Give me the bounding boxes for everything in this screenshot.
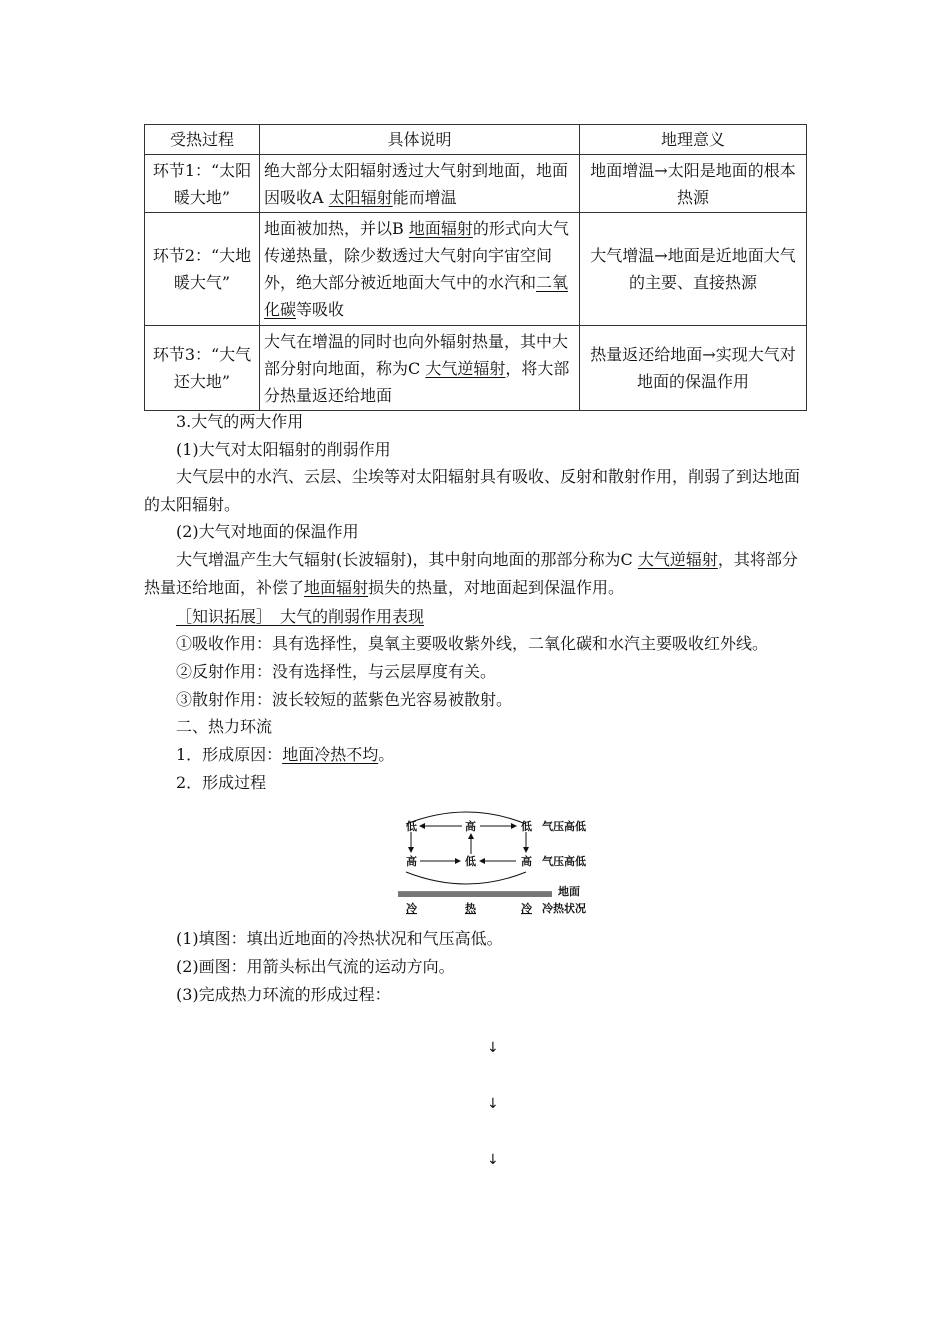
cause-line: [176, 741, 856, 768]
answer-underlined: 大气逆辐射: [637, 550, 718, 569]
section-two-title: 二、热力环流: [176, 717, 273, 736]
down-arrow-icon: ↓: [487, 1040, 499, 1056]
surface-hot-center: 热: [465, 902, 476, 915]
answer-underlined: 太阳辐射: [328, 187, 393, 207]
text-span: 地面被加热，并以B: [264, 219, 409, 238]
upper-low-right: 低: [521, 820, 532, 833]
surface-cold-right: 冷: [521, 902, 532, 915]
upper-high-center: 高: [465, 820, 476, 833]
lower-low-center: 低: [465, 855, 476, 868]
text-span: 1．形成原因：: [176, 745, 283, 764]
text-span: 大气增温产生大气辐射(长波辐射)，其中射向地面的那部分称为C: [176, 550, 638, 569]
table-row: [145, 213, 807, 326]
table-row: [145, 326, 807, 411]
meaning-cell: 大气增温→地面是近地面大气的主要、直接热源: [580, 213, 807, 326]
text-span: 能而增温: [392, 187, 457, 207]
answer-underlined: 二氧化碳: [264, 273, 569, 319]
heating-process-table: [144, 124, 807, 411]
lower-arc: [406, 872, 526, 884]
ground-label: 地面: [558, 885, 580, 898]
task-item: (3)完成热力环流的形成过程：: [176, 985, 391, 1004]
text-span: 等吸收: [296, 300, 345, 319]
description-cell: [260, 155, 580, 213]
extension-item: ②反射作用：没有选择性，与云层厚度有关。: [176, 662, 497, 681]
ground-hatching: [398, 892, 552, 897]
down-arrow-icon: ↓: [487, 1096, 499, 1112]
surface-cold-left: 冷: [406, 902, 417, 915]
description-cell: [260, 213, 580, 326]
extension-item: ③散射作用：波长较短的蓝紫色光容易被散射。: [176, 690, 513, 709]
answer-underlined: 地面冷热不均: [282, 745, 379, 764]
section3-sub2: (2)大气对地面的保温作用: [176, 522, 359, 541]
process-cell: 环节1：“太阳暖大地”: [145, 155, 260, 213]
section3-title: 3.大气的两大作用: [176, 412, 304, 431]
description-cell: [260, 326, 580, 411]
text-span: 损失的热量，对地面起到保温作用。: [368, 578, 625, 597]
down-arrow-icon: ↓: [487, 1152, 499, 1168]
text-span: 。: [378, 745, 395, 764]
upper-pressure-label: 气压高低: [542, 820, 586, 833]
task-item: (1)填图：填出近地面的冷热状况和气压高低。: [176, 929, 503, 948]
surface-condition-label: 冷热状况: [542, 902, 586, 915]
section3-para1: 大气层中的水汽、云层、尘埃等对太阳辐射具有吸收、反射和散射作用，削弱了到达地面的太阳辐射。: [144, 467, 801, 514]
text-span: 的形式向大气传递热量，除少数透过大气射向宇宙空间外，绝大部分被近地面大气中的水汽和: [264, 219, 569, 292]
answer-underlined: 大气逆辐射: [425, 358, 506, 378]
upper-low-left: 低: [406, 820, 417, 833]
section3-sub1: (1)大气对太阳辐射的削弱作用: [176, 440, 391, 459]
lower-pressure-label: 气压高低: [542, 855, 586, 868]
extension-title: ［知识拓展］ 大气的削弱作用表现: [176, 607, 425, 626]
thermal-circulation-diagram: [392, 808, 592, 918]
lower-high-left: 高: [406, 855, 417, 868]
text-span: ，其将部分热量还给地面，补偿了: [144, 550, 798, 597]
text-span: 绝大部分太阳辐射透过大气射到地面，地面因吸收A: [264, 160, 569, 207]
text-span: ，将大部分热量返还给地面: [264, 358, 570, 405]
meaning-cell: 热量返还给地面→实现大气对地面的保温作用: [580, 326, 807, 411]
lower-high-right: 高: [521, 855, 532, 868]
answer-underlined: 地面辐射: [304, 578, 369, 597]
extension-item: ①吸收作用：具有选择性，臭氧主要吸收紫外线，二氧化碳和水汽主要吸收红外线。: [176, 634, 769, 653]
text-span: 大气在增温的同时也向外辐射热量，其中大部分射向地面，称为C: [264, 331, 569, 378]
table-row: [145, 155, 807, 213]
task-item: (2)画图：用箭头标出气流的运动方向。: [176, 957, 455, 976]
section3-para2: [144, 546, 804, 602]
header-meaning: 地理意义: [580, 125, 807, 155]
process-cell: 环节3：“大气还大地”: [145, 326, 260, 411]
header-description: 具体说明: [260, 125, 580, 155]
table-header-row: [145, 125, 807, 155]
meaning-cell: 地面增温→太阳是地面的根本热源: [580, 155, 807, 213]
process-title: 2．形成过程: [176, 773, 267, 792]
header-process: 受热过程: [145, 125, 260, 155]
process-cell: 环节2：“大地暖大气”: [145, 213, 260, 326]
answer-underlined: 地面辐射: [408, 219, 473, 238]
